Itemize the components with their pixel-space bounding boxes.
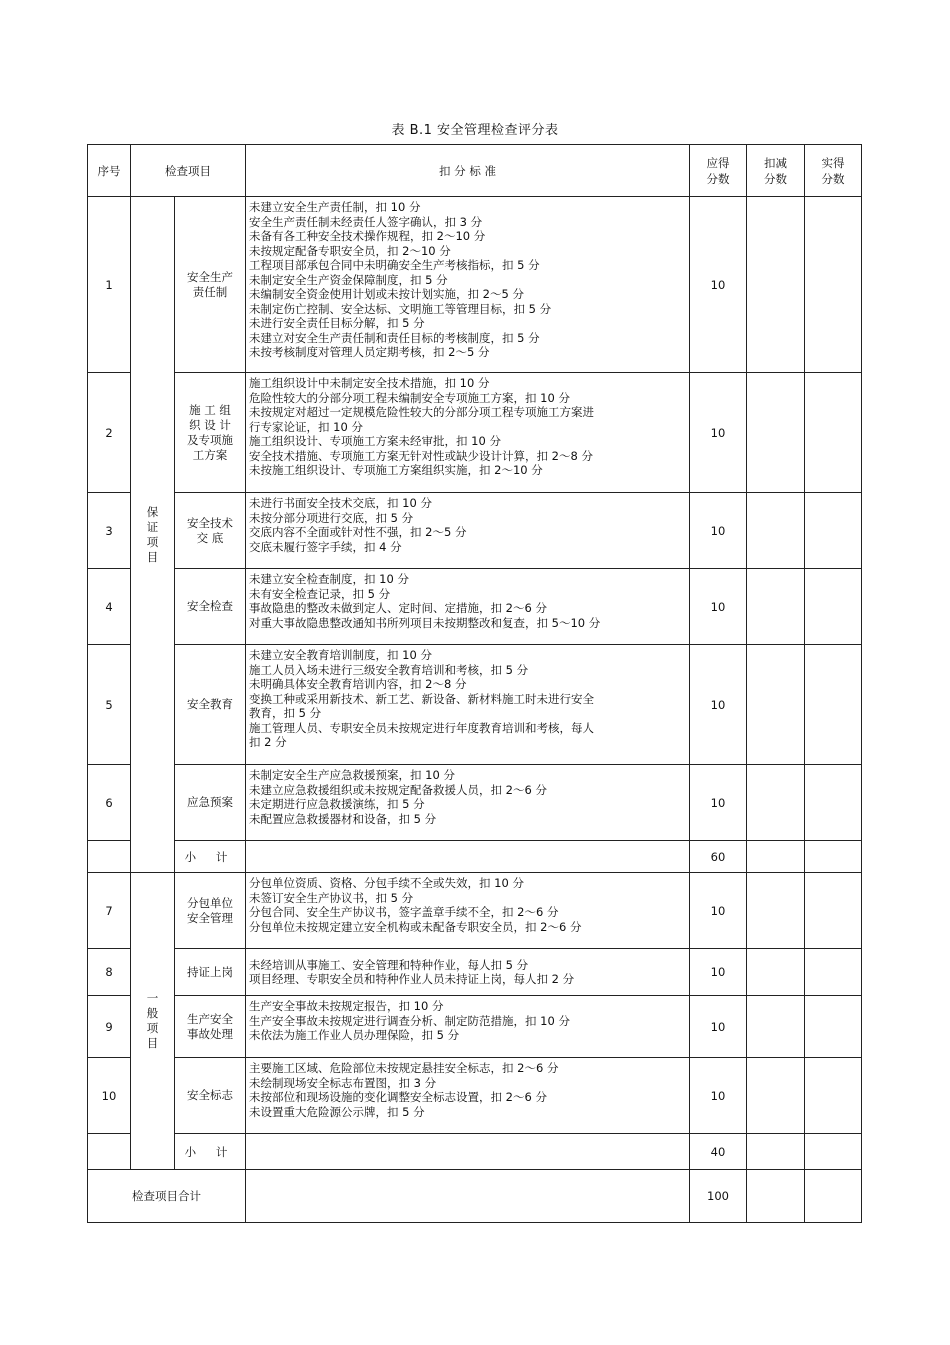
row-no: 9 [88,996,131,1058]
empty-cell [246,841,690,873]
empty-cell [246,1134,690,1170]
header-actual-text: 实得分数 [821,155,845,186]
row-score: 10 [690,645,747,765]
deduct-cell[interactable] [747,873,805,949]
row-no: 5 [88,645,131,765]
criteria-line: 未建立对安全生产责任制和责任目标的考核制度，扣 5 分 [249,330,540,345]
row-name-text: 安全生产责任制 [187,269,233,299]
criteria-line: 未进行书面安全技术交底，扣 10 分 [249,496,432,510]
criteria-line: 未按部位和现场设施的变化调整安全标志设置，扣 2～6 分 [249,1090,547,1104]
row-name [175,493,246,569]
criteria-line: 未按分部分项进行交底，扣 5 分 [249,510,414,525]
table-row [88,996,862,1058]
row-criteria [246,197,690,373]
actual-cell[interactable] [805,493,862,569]
row-name-text: 生产安全事故处理 [187,1011,233,1041]
header-due-text: 应得分数 [706,155,730,186]
criteria-line: 未编制安全资金使用计划或未按计划实施，扣 2～5 分 [249,287,524,301]
table-row [88,493,862,569]
row-no: 10 [88,1058,131,1134]
criteria-line: 未制定伤亡控制、安全达标、文明施工等管理目标，扣 5 分 [249,301,552,316]
criteria-line: 安全技术措施、专项施工方案无针对性或缺少设计计算，扣 2～8 分 [249,448,593,463]
table-row [88,949,862,996]
criteria-line: 未制定安全生产资金保障制度，扣 5 分 [249,272,448,287]
row-score: 10 [690,569,747,645]
row-score: 10 [690,493,747,569]
criteria-line: 对重大事故隐患整改通知书所列项目未按期整改和复查，扣 5～10 分 [249,615,601,630]
header-item: 检查项目 [131,145,246,197]
criteria-line: 未制定安全生产应急救援预案，扣 10 分 [249,768,455,782]
row-no: 4 [88,569,131,645]
criteria-line: 未依法为施工作业人员办理保险，扣 5 分 [249,1028,460,1042]
criteria-line: 未按规定对超过一定规模危险性较大的分部分项工程专项施工方案进 [249,405,594,419]
row-criteria [246,569,690,645]
criteria-line: 未建立安全教育培训制度，扣 10 分 [249,648,432,662]
subtotal-row-guarantee [88,841,862,873]
row-criteria [246,996,690,1058]
criteria-line: 分包合同、安全生产协议书，签字盖章手续不全，扣 2～6 分 [249,905,559,919]
row-name-text: 分包单位安全管理 [187,895,233,925]
criteria-line: 未经培训从事施工、安全管理和特种作业，每人扣 5 分 [249,957,529,972]
deduct-cell[interactable] [747,996,805,1058]
row-name [175,373,246,493]
header-no: 序号 [88,145,131,197]
row-score: 10 [690,373,747,493]
row-no: 3 [88,493,131,569]
empty-cell [88,841,131,873]
row-score: 10 [690,949,747,996]
criteria-line: 行专家论证，扣 10 分 [249,419,363,434]
criteria-line: 未设置重大危险源公示牌，扣 5 分 [249,1104,425,1119]
actual-cell[interactable] [805,996,862,1058]
row-score: 10 [690,765,747,841]
table-row [88,873,862,949]
row-criteria [246,645,690,765]
category-general [131,873,175,1170]
row-name [175,996,246,1058]
deduct-cell[interactable] [747,373,805,493]
row-no: 7 [88,873,131,949]
score-table [87,144,862,1223]
actual-cell[interactable] [805,645,862,765]
category-guarantee-text: 保证项目 [146,504,159,564]
criteria-line: 未建立应急救援组织或未按规定配备救援人员，扣 2～6 分 [249,782,547,797]
total-label: 检查项目合计 [88,1170,246,1223]
row-no: 2 [88,373,131,493]
row-criteria [246,873,690,949]
table-title: 表 B.1 安全管理检查评分表 [391,123,559,138]
row-name-text: 安全技术交 底 [187,515,233,545]
table-row [88,197,862,373]
actual-cell[interactable] [805,949,862,996]
criteria-line: 项目经理、专职安全员和特种作业人员未持证上岗，每人扣 2 分 [249,972,575,986]
deduct-cell[interactable] [747,493,805,569]
actual-cell[interactable] [805,1058,862,1134]
row-criteria [246,493,690,569]
criteria-line: 主要施工区域、危险部位未按规定悬挂安全标志，扣 2～6 分 [249,1061,559,1075]
actual-cell[interactable] [805,873,862,949]
row-name [175,197,246,373]
criteria-line: 未按施工组织设计、专项施工方案组织实施，扣 2～10 分 [249,463,543,477]
row-score: 10 [690,873,747,949]
criteria-line: 未备有各工种安全技术操作规程，扣 2～10 分 [249,229,486,243]
actual-cell[interactable] [805,1134,862,1170]
subtotal-label: 小 计 [175,841,246,873]
actual-cell[interactable] [805,841,862,873]
criteria-line: 施工管理人员、专职安全员未按规定进行年度教育培训和考核，每人 [249,720,594,735]
empty-cell [88,1134,131,1170]
criteria-line: 分包单位未按规定建立安全机构或未配备专职安全员，扣 2～6 分 [249,919,582,934]
criteria-line: 教育，扣 5 分 [249,706,322,720]
subtotal-score: 40 [690,1134,747,1170]
deduct-cell[interactable] [747,569,805,645]
criteria-line: 施工组织设计中未制定安全技术措施，扣 10 分 [249,376,490,390]
criteria-line: 交底未履行签字手续，扣 4 分 [249,539,402,554]
row-score: 10 [690,1058,747,1134]
criteria-line: 安全生产责任制未经责任人签字确认，扣 3 分 [249,214,483,229]
header-actual [805,145,862,197]
criteria-line: 未按规定配备专职安全员，扣 2～10 分 [249,243,451,258]
criteria-line: 未进行安全责任目标分解，扣 5 分 [249,316,425,330]
criteria-line: 扣 2 分 [249,735,287,749]
deduct-cell[interactable] [747,1170,805,1223]
row-score: 10 [690,996,747,1058]
criteria-line: 未按考核制度对管理人员定期考核，扣 2～5 分 [249,345,490,359]
criteria-line: 工程项目部承包合同中未明确安全生产考核指标，扣 5 分 [249,258,540,272]
deduct-cell[interactable] [747,645,805,765]
row-score: 10 [690,197,747,373]
deduct-cell[interactable] [747,765,805,841]
deduct-cell[interactable] [747,1058,805,1134]
header-deduct-text: 扣减分数 [764,155,787,186]
criteria-line: 危险性较大的分部分项工程未编制安全专项施工方案，扣 10 分 [249,390,570,405]
subtotal-label: 小 计 [175,1134,246,1170]
actual-cell[interactable] [805,569,862,645]
criteria-line: 事故隐患的整改未做到定人、定时间、定措施，扣 2～6 分 [249,601,547,615]
subtotal-row-general [88,1134,862,1170]
table-row [88,765,862,841]
actual-cell[interactable] [805,373,862,493]
empty-cell [246,1170,690,1223]
row-no: 6 [88,765,131,841]
criteria-line: 施工组织设计、专项施工方案未经审批，扣 10 分 [249,434,501,448]
criteria-line: 未配置应急救援器材和设备，扣 5 分 [249,811,437,826]
row-criteria [246,949,690,996]
criteria-line: 变换工种或采用新技术、新工艺、新设备、新材料施工时未进行安全 [249,691,594,706]
criteria-line: 分包单位资质、资格、分包手续不全或失效，扣 10 分 [249,876,524,890]
actual-cell[interactable] [805,197,862,373]
criteria-line: 施工人员入场未进行三级安全教育培训和考核，扣 5 分 [249,662,529,677]
criteria-line: 未建立安全检查制度，扣 10 分 [249,572,409,586]
criteria-line: 未明确具体安全教育培训内容，扣 2～8 分 [249,677,467,691]
category-general-text: 一般项目 [146,991,159,1050]
row-name: 安全教育 [175,645,246,765]
row-no: 1 [88,197,131,373]
row-name: 安全检查 [175,569,246,645]
criteria-line: 未建立安全生产责任制，扣 10 分 [249,200,421,214]
category-guarantee [131,197,175,873]
actual-cell[interactable] [805,765,862,841]
table-row [88,569,862,645]
header-due [690,145,747,197]
row-name: 持证上岗 [175,949,246,996]
row-criteria [246,373,690,493]
actual-cell[interactable] [805,1170,862,1223]
subtotal-score: 60 [690,841,747,873]
header-criteria: 扣 分 标 准 [246,145,690,197]
deduct-cell[interactable] [747,197,805,373]
criteria-line: 交底内容不全面或针对性不强，扣 2～5 分 [249,525,467,539]
criteria-line: 生产安全事故未按规定进行调查分析、制定防范措施，扣 10 分 [249,1013,570,1028]
table-row [88,645,862,765]
deduct-cell[interactable] [747,1134,805,1170]
header-deduct [747,145,805,197]
criteria-line: 未定期进行应急救援演练，扣 5 分 [249,797,425,811]
deduct-cell[interactable] [747,841,805,873]
row-name-text: 施 工 组 织 设 计 及专项施工方案 [187,402,233,462]
header-row [88,145,862,197]
row-name: 应急预案 [175,765,246,841]
row-criteria [246,1058,690,1134]
criteria-line: 未签订安全生产协议书，扣 5 分 [249,890,414,905]
deduct-cell[interactable] [747,949,805,996]
total-score: 100 [690,1170,747,1223]
row-name [175,873,246,949]
criteria-line: 未有安全检查记录，扣 5 分 [249,586,391,601]
row-no: 8 [88,949,131,996]
row-name: 安全标志 [175,1058,246,1134]
table-row [88,1058,862,1134]
total-row [88,1170,862,1223]
table-row [88,373,862,493]
criteria-line: 生产安全事故未按规定报告，扣 10 分 [249,999,444,1013]
row-criteria [246,765,690,841]
criteria-line: 未绘制现场安全标志布置图，扣 3 分 [249,1075,437,1090]
